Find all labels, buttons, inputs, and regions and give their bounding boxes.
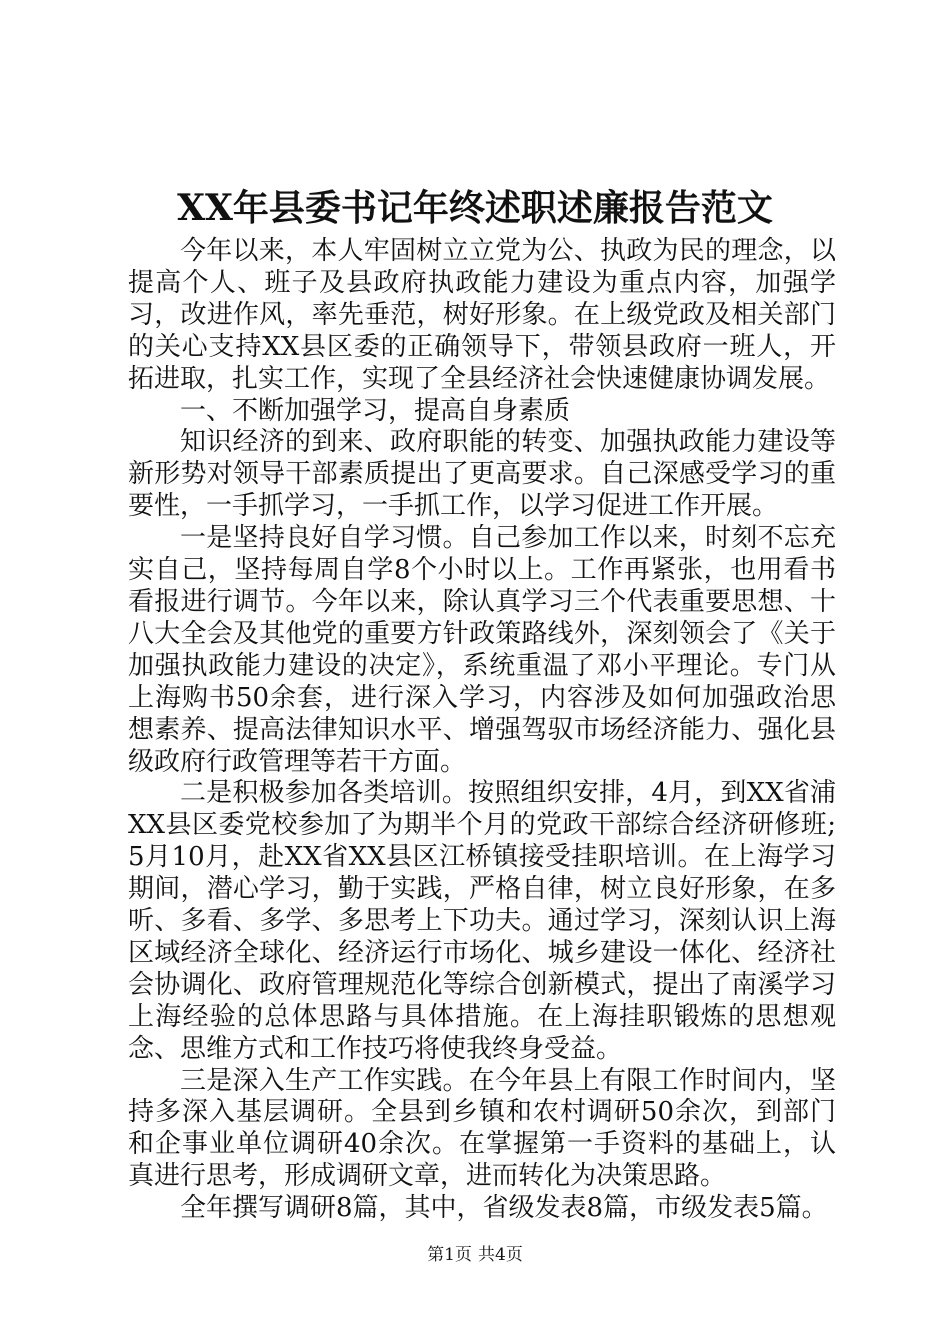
paragraph-intro: 今年以来，本人牢固树立立党为公、执政为民的理念，以提高个人、班子及县政府执政能力建设为重点内容，加强学习，改进作风，率先垂范，树好形象。在上级党政及相关部门的关心支持XX县区委的正确领导下，带领县政府一班人，开拓进取，扎实工作，实现了全县经济社会快速健康协调发展。 [128, 236, 836, 394]
page-footer [0, 1243, 950, 1267]
paragraph: 一是坚持良好自学习惯。自己参加工作以来，时刻不忘充实自己，坚持每周自学8个小时以上。工作再紧张，也用看书看报进行调节。今年以来，除认真学习三个代表重要思想、十八大全会及其他党的重要方针政策路线外，深刻领会了《关于加强执政能力建设的决定》，系统重温了邓小平理论。专门从上海购书50余套，进行深入学习，内容涉及如何加强政治思想素养、提高法律知识水平、增强驾驭市场经济能力、强化县级政府行政管理等若干方面。 [128, 523, 836, 777]
document-title: XX年县委书记年终述职述廉报告范文 [177, 187, 773, 229]
paragraph: 全年撰写调研8篇，其中，省级发表8篇，市级发表5篇。 [180, 1193, 828, 1224]
paragraph: 知识经济的到来、政府职能的转变、加强执政能力建设等新形势对领导干部素质提出了更高要求。自己深感受学习的重要性，一手抓学习，一手抓工作，以学习促进工作开展。 [128, 427, 836, 522]
paragraph: 三是深入生产工作实践。在今年县上有限工作时间内，坚持多深入基层调研。全县到乡镇和农村调研50余次，到部门和企事业单位调研40余次。在掌握第一手资料的基础上，认真进行思考，形成调研文章，进而转化为决策思路。 [128, 1065, 836, 1192]
section-heading: 一、不断加强学习，提高自身素质 [180, 395, 571, 426]
page-number: 第1页 [427, 1245, 472, 1265]
paragraph: 二是积极参加各类培训。按照组织安排，4月，到XX省浦XX县区委党校参加了为期半个月的党政干部综合经济研修班;5月10月，赴XX省XX县区江桥镇接受挂职培训。在上海学习期间，潜心学习，勤于实践，严格自律，树立良好形象，在多听、多看、多学、多思考上下功夫。通过学习，深刻认识上海区域经济全球化、经济运行市场化、城乡建设一体化、经济社会协调化、政府管理规范化等综合创新模式，提出了南溪学习上海经验的总体思路与具体措施。在上海挂职锻炼的思想观念、思维方式和工作技巧将使我终身受益。 [128, 778, 836, 1064]
document-body [128, 236, 836, 1225]
page-total: 共4页 [478, 1245, 523, 1265]
